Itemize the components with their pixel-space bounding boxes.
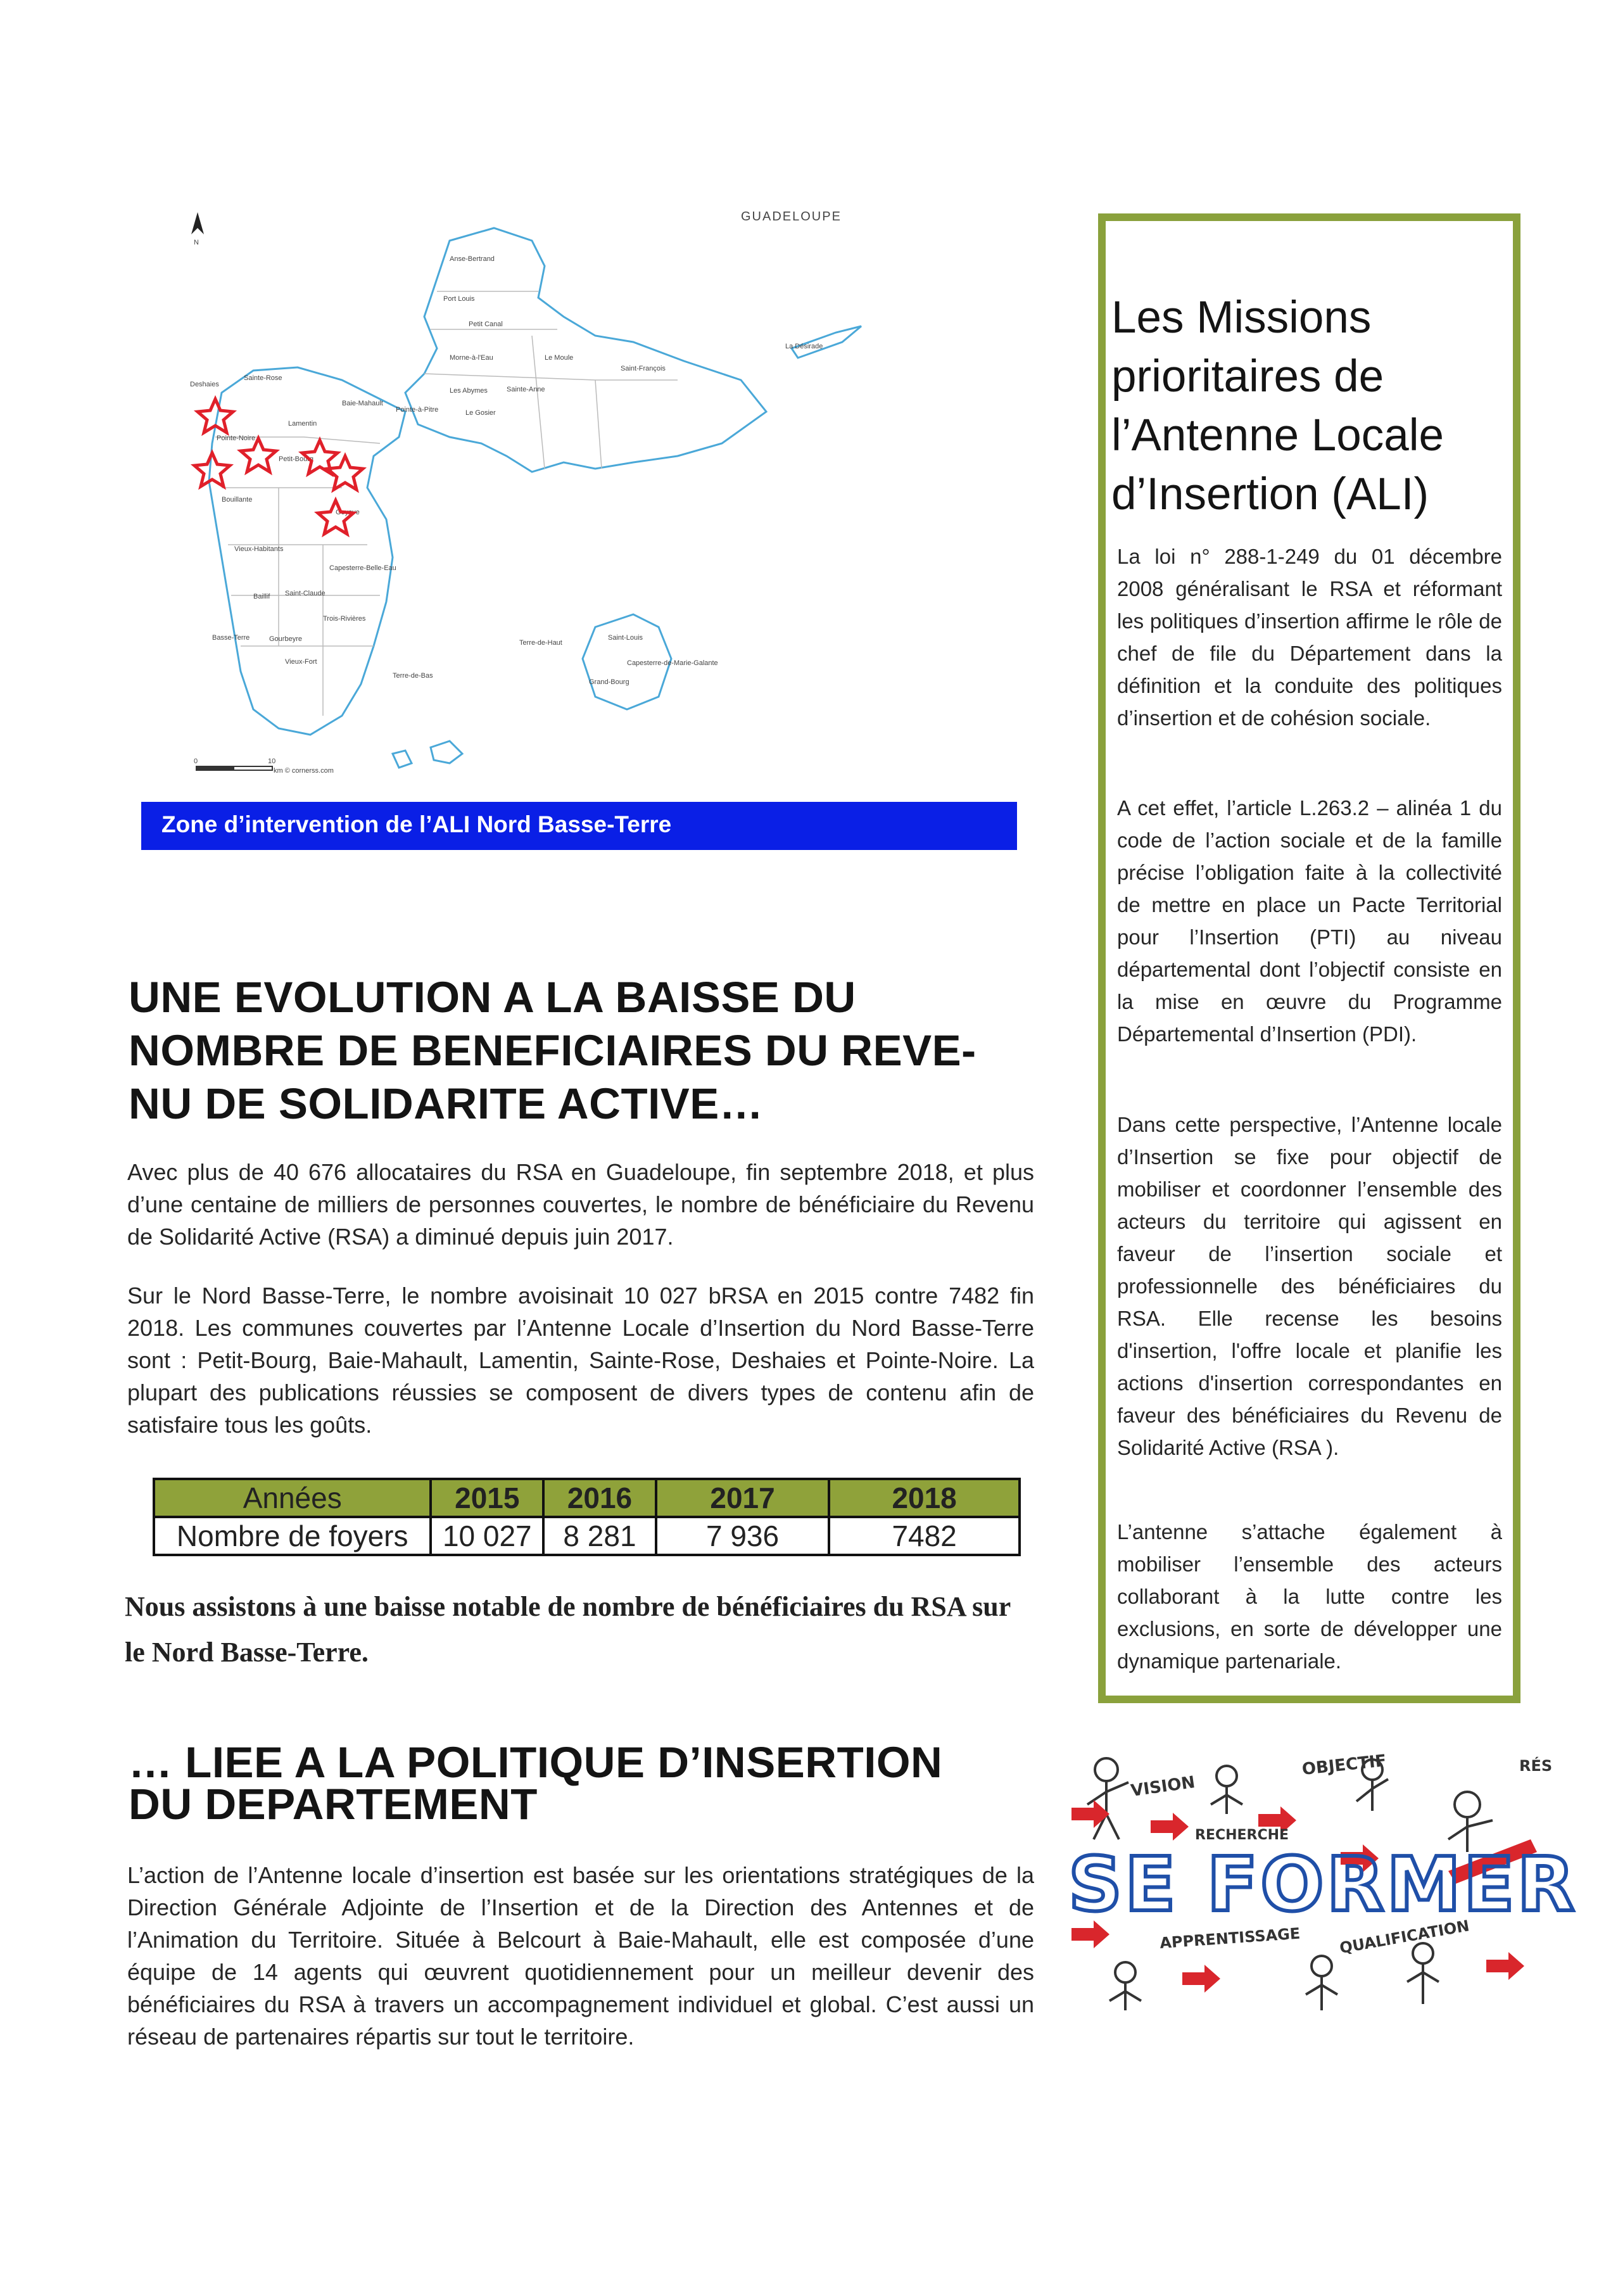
section2-paragraph: L’action de l’Antenne locale d’insertion est basée sur les orientations stratégiques de la Direction Générale Adjointe de l’Insertion et de la Direction des Antennes et de l’Animation du Territoire. Située à Belcourt à Baie-Mahault, elle est composée d’une équipe de 14 agents qui œuvrent quotidiennement pour un meilleur devenir des bénéficiaires du RSA à travers un accompagnement individuel et global. C’est aussi un réseau de partenaires répartis sur tout le territoire. xyxy=(127,1862,1034,2050)
table-header-label: Années xyxy=(154,1479,431,1517)
svg-text:Grand-Bourg: Grand-Bourg xyxy=(589,678,629,686)
les-saintes-outline xyxy=(393,741,462,768)
word-objectif: OBJECTIF xyxy=(1301,1751,1387,1779)
svg-text:Pointe-à-Pitre: Pointe-à-Pitre xyxy=(396,406,439,414)
word-res: RÉS xyxy=(1519,1757,1553,1775)
svg-text:Pointe-Noire: Pointe-Noire xyxy=(217,434,256,442)
scale-bar xyxy=(194,758,334,775)
svg-text:Basse-Terre: Basse-Terre xyxy=(212,634,250,642)
sidebar-paragraph-3: Dans cette perspective, l’Antenne locale d’Insertion se fixe pour objectif de mobiliser et coordonner l’ensemble des acteurs du territoire qui agissent en faveur de l’insertion sociale et professionnelle des bénéficiaires du RSA. Elle recense les besoins d'insertion, l'offre locale et planifie les actions d'insertion correspondantes en faveur des bénéficiaires du Revenu de Solidarité Active (RSA ). xyxy=(1117,1113,1502,1459)
sidebar-paragraph-4: L’antenne s’attache également à mobiliser l’ensemble des acteurs collaborant à la lutte contre les exclusions, en sorte de développer une dynamique partenariale. xyxy=(1117,1520,1502,1673)
svg-text:Terre-de-Haut: Terre-de-Haut xyxy=(519,639,562,647)
svg-text:Terre-de-Bas: Terre-de-Bas xyxy=(393,672,433,680)
word-apprentissage: APPRENTISSAGE xyxy=(1159,1924,1301,1952)
svg-text:10: 10 xyxy=(268,758,276,765)
section1-paragraph-1: Avec plus de 40 676 allocataires du RSA en Guadeloupe, fin septembre 2018, et plus d’une centaine de milliers de personnes couvertes, le nombre de bénéficiaire du Revenu de Solidarité Active (RSA) a diminué depuis juin 2017. xyxy=(127,1159,1034,1250)
grande-terre-outline xyxy=(405,228,766,472)
se-former-illustration xyxy=(1068,1744,1577,2023)
sidebar-paragraph-2: A cet effet, l’article L.263.2 – alinéa 1 du code de l’action sociale et de la famille précise l’obligation faite à la collectivité de mettre en place un Pacte Territorial pour l’Insertion (PTI) au niveau départemental dont l’objectif consiste en la mise en œuvre du Programme Départemental d’Insertion (PDI). xyxy=(1117,796,1502,1046)
svg-text:Deshaies: Deshaies xyxy=(190,381,219,388)
svg-text:La Désirade: La Désirade xyxy=(785,343,823,350)
table-conclusion: Nous assistons à une baisse notable de nombre de bénéficiaires du RSA sur le Nord Basse-Terre. xyxy=(125,1591,1011,1668)
svg-text:Sainte-Anne: Sainte-Anne xyxy=(507,386,545,393)
sidebar-paragraph-1: La loi n° 288-1-249 du 01 décembre 2008 généralisant le RSA et réformant les politiques d’insertion affirme le rôle de chef de file du Département dans la définition et la conduite des politiques d’insertion et de cohésion sociale. xyxy=(1117,545,1502,730)
region-label: GUADELOUPE xyxy=(741,210,842,224)
word-vision: VISION xyxy=(1129,1773,1197,1801)
svg-text:Petit Canal: Petit Canal xyxy=(469,320,503,328)
word-qualification: QUALIFICATION xyxy=(1338,1917,1471,1957)
svg-text:Le Moule: Le Moule xyxy=(545,354,574,362)
table-cell: 8 281 xyxy=(543,1517,656,1555)
svg-text:Goyave: Goyave xyxy=(336,509,360,516)
svg-text:Anse-Bertrand: Anse-Bertrand xyxy=(450,255,495,263)
svg-text:Vieux-Habitants: Vieux-Habitants xyxy=(234,545,284,553)
north-arrow-icon xyxy=(191,212,204,246)
svg-text:Saint-Louis: Saint-Louis xyxy=(608,634,643,642)
section1-title: UNE EVOLUTION A LA BAISSE DU NOMBRE DE BENEFICIAIRES DU REVE- NU DE SOLIDARITE ACTIVE… xyxy=(129,973,976,1128)
svg-text:Le Gosier: Le Gosier xyxy=(465,409,496,417)
svg-text:Morne-à-l'Eau: Morne-à-l'Eau xyxy=(450,354,493,362)
svg-text:Les Abymes: Les Abymes xyxy=(450,387,488,395)
table-year: 2015 xyxy=(431,1479,543,1517)
svg-text:Lamentin: Lamentin xyxy=(288,420,317,428)
svg-text:0: 0 xyxy=(194,758,198,765)
table-cell: 7 936 xyxy=(656,1517,829,1555)
sidebar-title: Les Missions prioritaires de l’Antenne Locale d’Insertion (ALI) xyxy=(1111,293,1444,519)
table-year: 2017 xyxy=(656,1479,829,1517)
svg-text:Port Louis: Port Louis xyxy=(443,295,475,303)
svg-text:Vieux-Fort: Vieux-Fort xyxy=(285,658,317,666)
rsa-households-table xyxy=(153,1478,1021,1556)
svg-text:Capesterre-de-Marie-Galante: Capesterre-de-Marie-Galante xyxy=(627,659,718,667)
svg-text:km © cornerss.com: km © cornerss.com xyxy=(274,767,334,775)
svg-text:Petit-Bourg: Petit-Bourg xyxy=(279,455,314,463)
word-recherche: RECHERCHE xyxy=(1195,1827,1289,1843)
table-year: 2016 xyxy=(543,1479,656,1517)
svg-text:Saint-Claude: Saint-Claude xyxy=(285,590,325,597)
section1-paragraph-2: Sur le Nord Basse-Terre, le nombre avoisinait 10 027 bRSA en 2015 contre 7482 fin 2018. Les communes couvertes par l’Antenne Locale d’Insertion du Nord Basse-Terre sont : Petit-Bourg, Baie-Mahault, Lamentin, Sainte-Rose, Deshaies et Pointe-Noire. La plupart des publications réussies se composent de divers types de contenu afin de satisfaire tous les goûts. xyxy=(127,1283,1034,1438)
svg-text:Capesterre-Belle-Eau: Capesterre-Belle-Eau xyxy=(329,564,396,572)
north-label: N xyxy=(194,239,199,246)
svg-text:Bouillante: Bouillante xyxy=(222,496,253,504)
table-cell: 10 027 xyxy=(431,1517,543,1555)
svg-text:Saint-François: Saint-François xyxy=(621,365,666,372)
word-se-former: SE FORMER xyxy=(1068,1841,1577,1928)
svg-text:Trois-Rivières: Trois-Rivières xyxy=(323,615,366,623)
svg-text:Baie-Mahault: Baie-Mahault xyxy=(342,400,383,407)
table-year: 2018 xyxy=(829,1479,1020,1517)
table-row-label: Nombre de foyers xyxy=(154,1517,431,1555)
table-header-row xyxy=(154,1479,1020,1517)
table-row xyxy=(154,1517,1020,1555)
section2-title: … LIEE A LA POLITIQUE D’INSERTION DU DEPARTEMENT xyxy=(129,1738,943,1829)
la-desirade-outline xyxy=(792,326,861,358)
svg-text:Baillif: Baillif xyxy=(253,593,270,600)
svg-text:Sainte-Rose: Sainte-Rose xyxy=(244,374,282,382)
map-caption: Zone d’intervention de l’ALI Nord Basse-Terre xyxy=(141,802,1017,850)
svg-text:Gourbeyre: Gourbeyre xyxy=(269,635,302,643)
table-cell: 7482 xyxy=(829,1517,1020,1555)
guadeloupe-map xyxy=(152,190,912,798)
